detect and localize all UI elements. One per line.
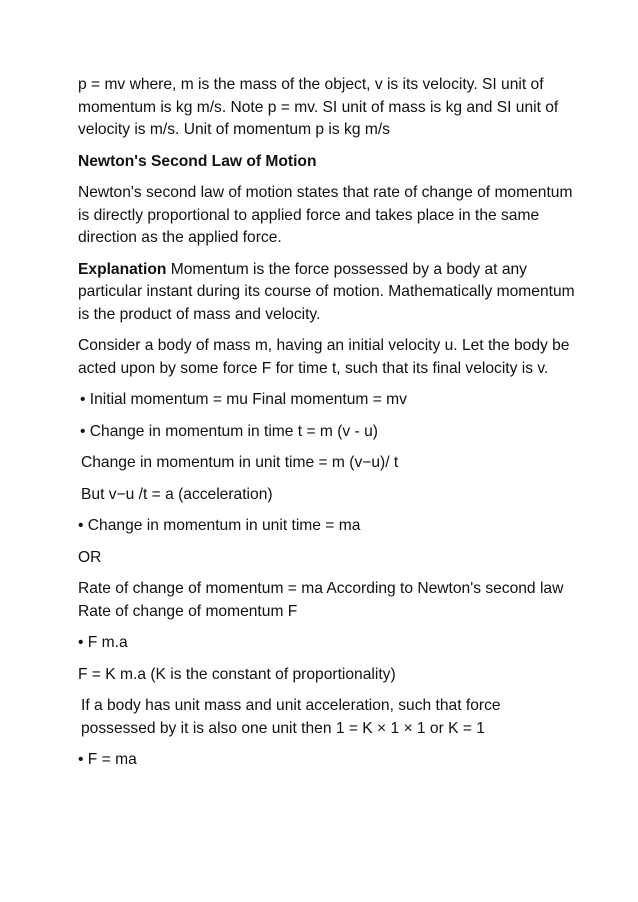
- second-law-statement-paragraph: Newton's second law of motion states that rate of change of momentum is directly proportional to applied force and takes place in the same direction as the applied force.: [78, 184, 573, 246]
- change-equals-ma-line: • Change in momentum in unit time = ma: [78, 517, 361, 534]
- f-proportional-line: • F m.a: [78, 634, 128, 651]
- f-equals-ma-line: • F = ma: [78, 751, 137, 768]
- change-per-unit-time-line: Change in momentum in unit time = m (v−u)/ t: [81, 454, 399, 471]
- or-line: OR: [78, 548, 102, 566]
- momentum-definition-paragraph: p = mv where, m is the mass of the object, v is its velocity. SI unit of momentum is kg m/s. Note p = mv. SI unit of mass is kg and SI unit of velocity is m/s. Unit of momentum p is kg m/s: [78, 76, 559, 138]
- consider-body-paragraph: Consider a body of mass m, having an initial velocity u. Let the body be acted upon by some force F for time t, such that its final velocity is v.: [78, 337, 570, 377]
- document-page: [78, 74, 578, 781]
- section-heading: Newton's Second Law of Motion: [78, 152, 317, 170]
- explanation-paragraph: [78, 259, 578, 327]
- rate-of-change-paragraph: Rate of change of momentum = ma According to Newton's second law Rate of change of momentum F: [78, 580, 564, 620]
- initial-final-momentum-line: • Initial momentum = mu Final momentum = mv: [80, 391, 407, 408]
- explanation-text: Momentum is the force possessed by a body at any particular instant during its course of motion. Mathematically momentum is the product of mass and velocity.: [78, 260, 575, 323]
- unit-mass-paragraph: If a body has unit mass and unit acceleration, such that force possessed by it is also one unit then 1 = K × 1 × 1 or K = 1: [81, 697, 501, 737]
- explanation-label: Explanation: [78, 260, 167, 278]
- change-in-momentum-line: • Change in momentum in time t = m (v - u): [80, 422, 378, 440]
- acceleration-line: But v−u /t = a (acceleration): [81, 485, 273, 503]
- f-equals-kma-line: F = K m.a (K is the constant of proportionality): [78, 665, 396, 683]
